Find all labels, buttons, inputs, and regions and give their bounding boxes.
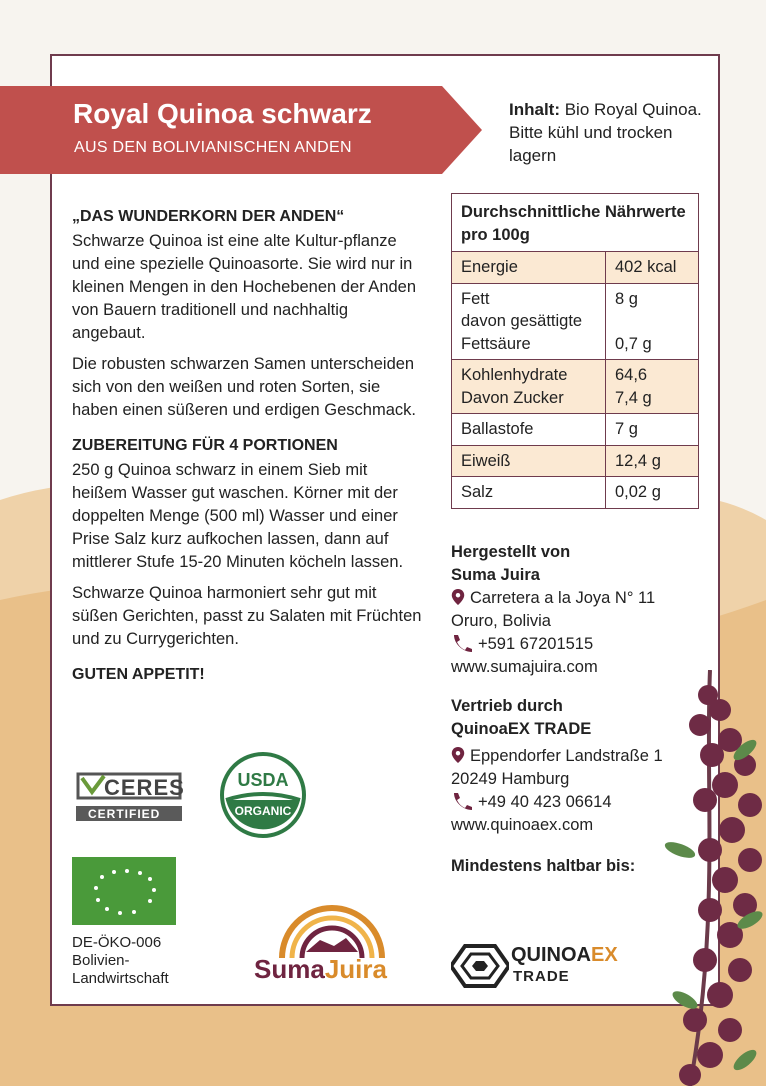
nutrient-label: Ballastofe [452,414,606,446]
producer-phone: +591 67201515 [478,635,594,653]
producer-website: www.sumajuira.com [451,658,598,676]
distributor-address-1: Eppendorfer Landstraße 1 [470,747,663,765]
quinoaex-trade-logo [451,942,661,990]
juira-text: Juira [324,954,387,984]
contents-text: Bio Royal Quinoa. Bitte kühl und trocken lagern [509,100,702,165]
eu-organic-leaf-logo [72,857,176,925]
suma-text: Suma [254,954,325,984]
phone-icon [451,634,473,652]
producer-heading-line1: Hergestellt von [451,543,571,561]
producer-name-row [451,564,711,587]
table-row [452,477,699,509]
trade-text: TRADE [513,968,570,985]
organic-text: ORGANIC [234,804,292,818]
location-pin-icon [451,747,465,763]
quinoaex-hexagon-icon [451,944,509,988]
distributor-address-row [451,745,711,768]
usda-badge-shape [220,752,306,838]
preparation-paragraph: 250 g Quinoa schwarz in einem Sieb mit heißem Wasser gut waschen. Körner mit der doppelten Menge (500 ml) Wasser und einer Prise Salz kurz aufkochen lassen, dann auf mittlerer Stufe 15-20 Minuten köcheln lassen. [72,461,404,571]
table-row [452,445,699,477]
producer-name: Suma Juira [451,566,540,584]
nutrient-label [452,283,606,360]
eu-origin-line2: Landwirtschaft [72,970,169,987]
producer-address-row [451,587,711,610]
best-before-label: Mindestens haltbar bis: [451,857,636,875]
nutrient-value: 402 kcal [606,252,699,284]
eu-control-code [72,934,169,988]
distributor-heading [451,695,711,718]
nutrient-value [606,283,699,360]
contents-label: Inhalt: [509,100,560,119]
eu-code: DE-ÖKO-006 [72,934,162,951]
suma-juira-rainbow-shape [254,900,410,960]
nutrient-label-fatty-acid: Fettsäure [461,334,531,353]
table-row [452,283,699,360]
quinoa-text: QUINOA [511,944,591,966]
distributor-block [451,695,711,837]
suma-juira-wordmark [254,954,387,985]
suma-juira-logo [254,900,410,990]
distributor-phone-row [451,791,711,814]
heading-preparation: ZUBEREITUNG FÜR 4 PORTIONEN [72,437,338,454]
nutrient-value: 12,4 g [606,445,699,477]
table-row [452,252,699,284]
ceres-certified-logo [74,766,186,826]
location-pin-icon [451,589,465,605]
usda-organic-logo [220,752,306,838]
closing-text: GUTEN APPETIT! [72,666,205,683]
pairing-paragraph: Schwarze Quinoa harmoniert sehr gut mit süßen Gerichten, passt zu Salaten mit Früchten und zu Currygerichten. [72,584,422,648]
nutrient-value: 7 g [606,414,699,446]
eu-origin-line1: Bolivien- [72,952,130,969]
quinoaex-wordmark [511,944,618,967]
description-paragraph-1: Schwarze Quinoa ist eine alte Kultur-pflanze und eine spezielle Quinoasorte. Sie wird nur in kleinen Mengen in den Hochebenen der Anden von Bauern traditionell und nachhaltig angebaut. [72,232,417,342]
distributor-phone: +49 40 423 06614 [478,793,612,811]
producer-phone-row [451,633,711,656]
nutrient-label-sugar: Davon Zucker [461,388,564,407]
distributor-website: www.quinoaex.com [451,816,594,834]
nutrient-label-fat: Fett [461,289,490,308]
contents-note [509,98,709,167]
usda-text: USDA [237,770,289,790]
distributor-name: QuinoaEX TRADE [451,720,592,738]
nutrient-value-fat: 8 g [615,289,638,308]
nutrient-label-saturated: davon gesättigte [461,312,583,330]
nutrient-label: Energie [452,252,606,284]
nutrient-label-carbs: Kohlenhydrate [461,366,568,384]
product-subtitle: AUS DEN BOLIVIANISCHEN ANDEN [74,139,352,156]
nutrient-label: Eiweiß [452,445,606,477]
description-paragraph-2: Die robusten schwarzen Samen unterscheiden sich von den weißen und roten Sorten, sie haben einen süßeren und erdigen Geschmack. [72,355,416,419]
nutrient-value [606,360,699,414]
heading-wunderkorn: „DAS WUNDERKORN DER ANDEN“ [72,208,345,225]
distributor-heading-line1: Vertrieb durch [451,697,563,715]
producer-block [451,541,711,679]
producer-address-1: Carretera a la Joya N° 11 [470,589,656,607]
distributor-address-2: 20249 Hamburg [451,770,570,788]
nutrient-label [452,360,606,414]
spacer [615,310,689,333]
distributor-name-row [451,718,711,741]
nutrient-value-fatty-acid: 0,7 g [615,334,652,353]
ceres-text: CERES [104,775,185,800]
producer-heading [451,541,711,564]
nutrient-value: 0,02 g [606,477,699,509]
product-title: Royal Quinoa schwarz [73,98,372,129]
nutrient-value-sugar: 7,4 g [615,388,652,407]
ceres-certified-text: CERTIFIED [88,807,161,821]
description-column [72,205,422,694]
phone-icon [451,792,473,810]
ex-text: EX [591,944,618,966]
nutrient-label: Salz [452,477,606,509]
nutrient-value-carbs: 64,6 [615,366,648,384]
nutrition-table [451,193,699,509]
table-row [452,414,699,446]
nutrition-header: Durchschnittliche Nährwerte pro 100g [452,194,699,252]
table-row [452,360,699,414]
producer-address-2: Oruro, Bolivia [451,612,551,630]
